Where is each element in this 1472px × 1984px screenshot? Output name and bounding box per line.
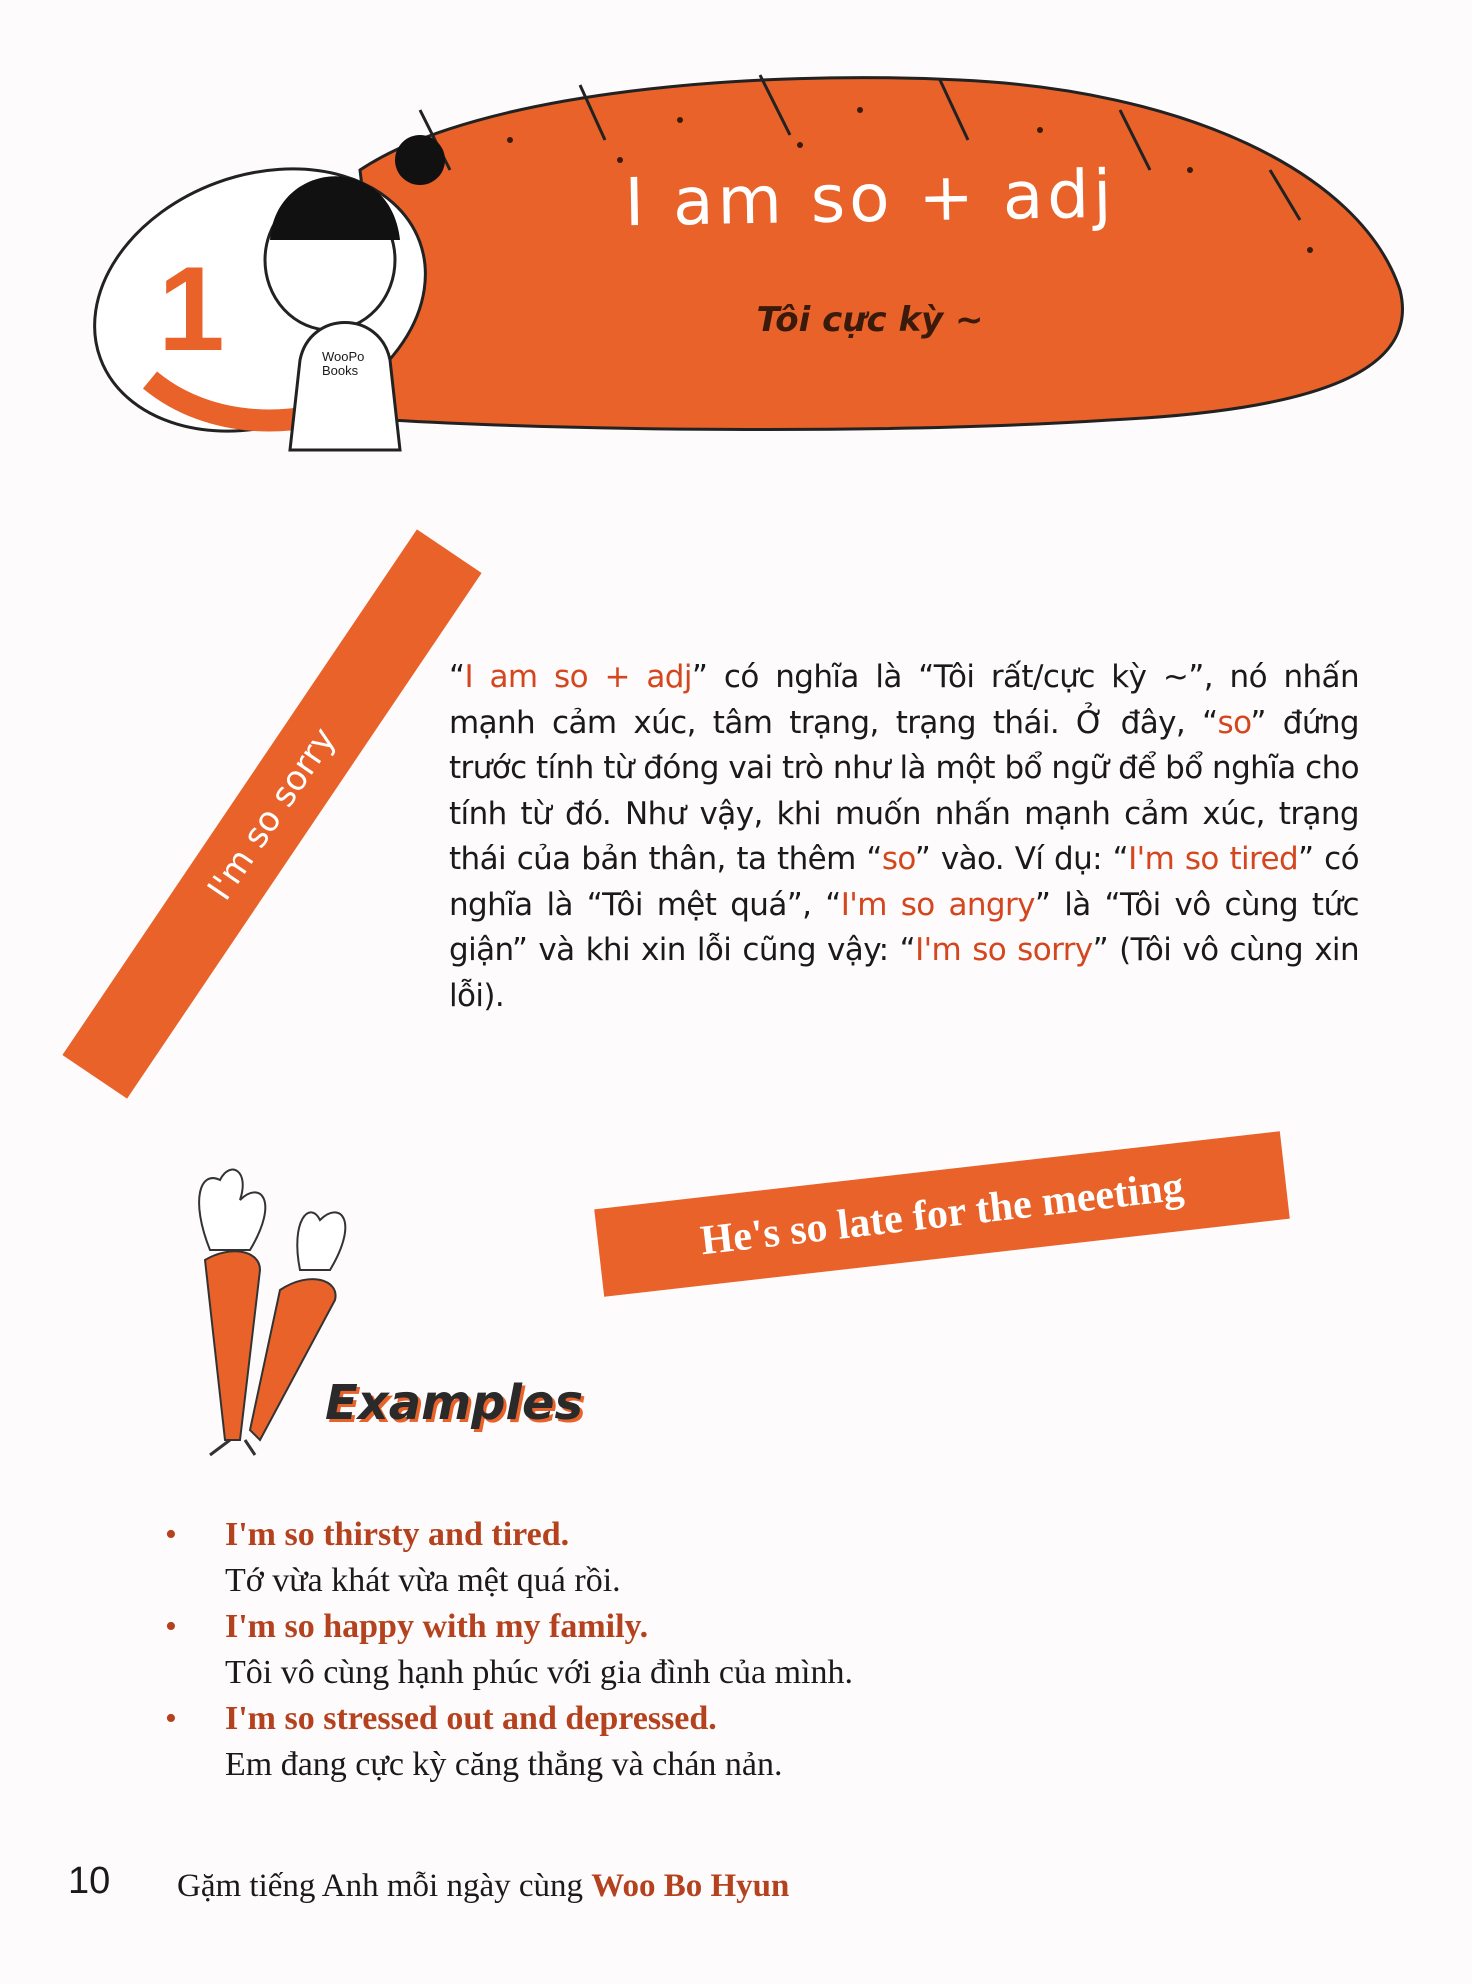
author-name: Woo Bo Hyun [591, 1868, 790, 1904]
highlight: I am so + adj [464, 659, 692, 695]
page-number: 10 [68, 1860, 111, 1902]
example-banner [594, 1131, 1290, 1297]
lesson-subtitle: Tôi cực kỳ ~ [756, 300, 984, 340]
side-banner-text: I'm so sorry [199, 720, 345, 908]
text: ” là “Tôi vô cùng tức giận” và khi xin lỗi cũng vậy: “ [449, 886, 1359, 968]
running-footer [177, 1868, 789, 1905]
highlight: I'm so tired [1128, 841, 1299, 877]
example-english: I'm so happy with my family. [225, 1608, 649, 1645]
highlight: I'm so angry [840, 886, 1035, 923]
lesson-number: 1 [158, 242, 225, 376]
examples-list [165, 1512, 1165, 1788]
text: ” (Tôi vô cùng xin lỗi). [449, 932, 1359, 1014]
bullet: • [165, 1608, 177, 1645]
example-item [165, 1696, 1165, 1788]
shirt-logo-text: WooPo Books [322, 349, 365, 378]
highlight: I'm so sorry [915, 932, 1093, 968]
bullet: • [165, 1516, 177, 1553]
text: “ [449, 659, 465, 695]
side-banner [62, 529, 481, 1098]
bread-illustration [60, 50, 1440, 470]
text: ” có nghĩa là “Tôi mệt quá”, “ [449, 841, 1359, 923]
text: ” vào. Ví dụ: “ [914, 841, 1129, 877]
bullet: • [165, 1700, 177, 1737]
example-banner-text: He's so late for the meeting [698, 1163, 1186, 1265]
example-vietnamese: Tớ vừa khát vừa mệt quá rồi. [225, 1562, 621, 1599]
example-english: I'm so thirsty and tired. [225, 1516, 570, 1553]
text: ” có nghĩa là “Tôi rất/cực kỳ ~”, nó nhấn mạnh cảm xúc, tâm trạng, trạng thái. Ở đây, “ [449, 659, 1359, 741]
book-title: Gặm tiếng Anh mỗi ngày cùng [177, 1868, 584, 1904]
example-vietnamese: Tôi vô cùng hạnh phúc với gia đình của mình. [225, 1654, 853, 1691]
text: ” đứng trước tính từ đóng vai trò như là một bổ ngữ để bổ nghĩa cho tính từ đó. Như vậy, khi muốn nhấn mạnh cảm xúc, trạng thái của bản thân, ta thêm “ [449, 704, 1359, 877]
explanation-paragraph [449, 655, 1359, 1019]
examples-heading: Examples [325, 1375, 584, 1431]
highlight: so [881, 841, 915, 877]
example-vietnamese: Em đang cực kỳ căng thẳng và chán nản. [225, 1746, 783, 1783]
example-english: I'm so stressed out and depressed. [225, 1700, 717, 1737]
highlight: so [1217, 704, 1251, 741]
lesson-title: I am so + adj [623, 155, 1117, 242]
example-item [165, 1604, 1165, 1696]
example-item [165, 1512, 1165, 1604]
